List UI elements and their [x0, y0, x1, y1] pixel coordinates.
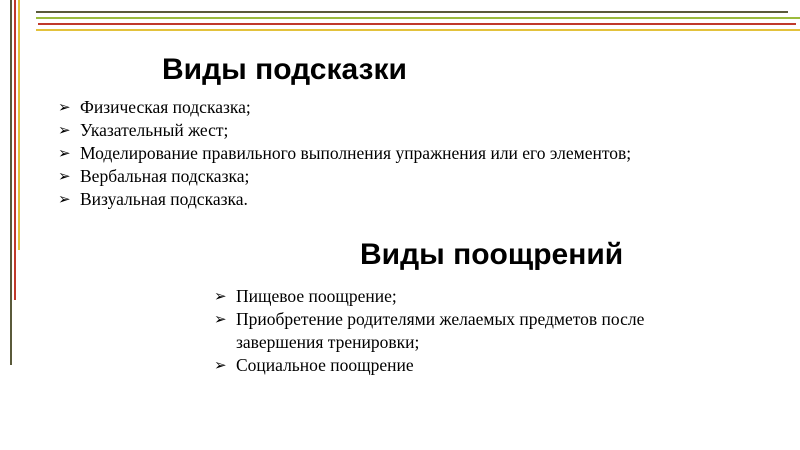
list-item [214, 285, 714, 308]
list-item-text: Физическая подсказка; [80, 97, 251, 117]
check-arrow-icon: ➢ [58, 167, 71, 185]
hints-title: Виды подсказки [162, 53, 407, 86]
list-item-text: Моделирование правильного выполнения упражнения или его элементов; [80, 143, 632, 163]
list-item-text: Приобретение родителями желаемых предметов после завершения тренировки; [236, 309, 645, 352]
check-arrow-icon: ➢ [214, 287, 227, 305]
list-item [58, 188, 748, 211]
check-arrow-icon: ➢ [58, 121, 71, 139]
rewards-list [214, 285, 714, 377]
top-accent-line-dark [36, 11, 788, 13]
left-accent-line-yellow [18, 0, 20, 250]
list-item [58, 165, 748, 188]
list-item-text: Указательный жест; [80, 120, 229, 140]
top-accent-line-red [38, 23, 796, 25]
list-item [58, 96, 748, 119]
list-item-text: Социальное поощрение [236, 355, 414, 375]
check-arrow-icon: ➢ [58, 144, 71, 162]
list-item-text: Вербальная подсказка; [80, 166, 250, 186]
left-accent-line-dark [10, 0, 12, 365]
top-accent-line-green [36, 17, 800, 19]
list-item [58, 142, 748, 165]
hints-list [58, 96, 748, 211]
list-item-text: Визуальная подсказка. [80, 189, 248, 209]
top-accent-line-yellow [36, 29, 800, 31]
check-arrow-icon: ➢ [58, 190, 71, 208]
check-arrow-icon: ➢ [58, 98, 71, 116]
check-arrow-icon: ➢ [214, 310, 227, 328]
list-item-text: Пищевое поощрение; [236, 286, 397, 306]
check-arrow-icon: ➢ [214, 356, 227, 374]
left-accent-line-red [14, 0, 16, 300]
list-item [214, 308, 714, 354]
list-item [214, 354, 714, 377]
rewards-title: Виды поощрений [360, 238, 624, 271]
list-item [58, 119, 748, 142]
